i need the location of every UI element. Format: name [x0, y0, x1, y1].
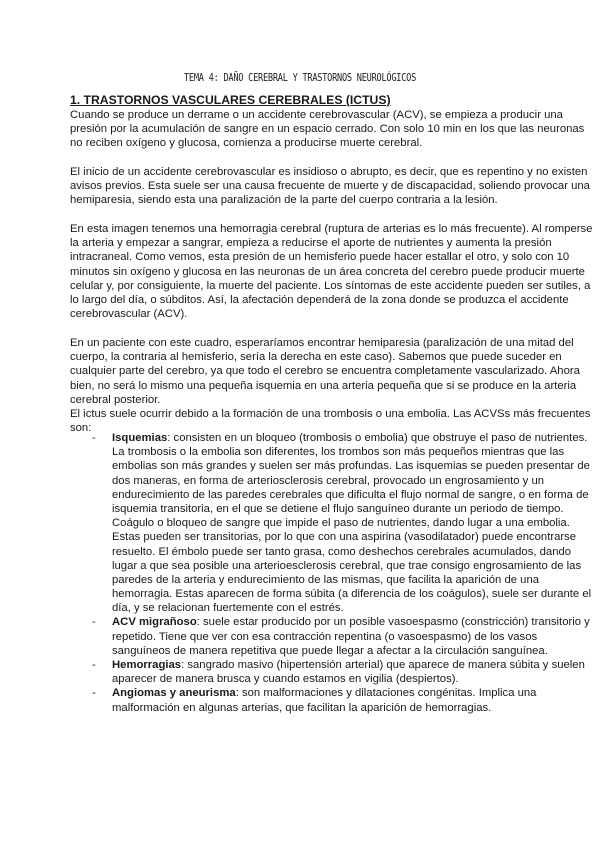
text-line: celular y, por consiguiente, la muerte del paciente. Los síntomas de este accidente pueden ser sutiles, a	[70, 279, 591, 292]
text-line: El inicio de un accidente cerebrovascular es insidioso o abrupto, es decir, que es repentino y no existen	[70, 166, 588, 178]
text-line	[112, 615, 591, 629]
text-line	[112, 658, 591, 672]
list-term: Isquemias	[112, 432, 168, 444]
text-line: paredes de la arteria y endurecimiento de las mismas, que facilita la aparición de una	[112, 573, 540, 586]
paragraph-hemiparesis	[70, 336, 580, 407]
text-line: cualquier parte del cerebro, ya que todo el cerebro se encuentra completamente vascularizado. Ahora	[70, 365, 580, 378]
text-line: intracraneal. Como vemos, esta presión de un hemisferio puede hacer estallar el otro, y solo con 10	[70, 251, 570, 264]
text-line: día, y se relacionan fuertemente con el estrés.	[112, 602, 344, 615]
list-item	[70, 658, 591, 686]
paragraph-hemorrhage-image	[70, 222, 592, 321]
list-item	[70, 686, 591, 714]
text-line: malformación en algunas arterias, que facilitan la aparición de hemorragias.	[112, 701, 492, 714]
text-line: isquemia transitoria, en el que se detiene el flujo sanguíneo durante un periodo de tiempo.	[112, 502, 564, 515]
text-line: son:	[70, 422, 92, 435]
text-line: dos maneras, en forma de arteriosclerosis cerebral, provocado un engrosamiento y un	[112, 474, 545, 487]
text-line: Cuando se produce un derrame o un accidente cerebrovascular (ACV), se empieza a producir una	[70, 109, 563, 121]
list-bullet-dash: -	[92, 432, 96, 444]
text-line: bien, no será lo mismo una pequeña isquemia en una arteria pequeña que si se produce en la arteria	[70, 379, 577, 392]
text-line: El ictus suele ocurrir debido a la formación de una trombosis o una embolia. Las ACVSs más frecuentes	[70, 408, 591, 420]
text-line: cerebrovascular (ACV).	[70, 308, 188, 321]
paragraph-intro	[70, 108, 584, 151]
text-line: hemiparesia, siendo esta una paralización de la parte del cuerpo contraria a la lesión.	[70, 194, 498, 207]
text-line: En esta imagen tenemos una hemorragia cerebral (ruptura de arterias es lo más frecuente). Al romperse	[70, 223, 593, 235]
list-text: : suele estar producido por un posible vasoespasmo (constricción) transitorio y	[196, 616, 590, 629]
text-line: lugar a que sea posible una arterioesclerosis cerebral, que trae consigo engrosamiento de las	[112, 559, 582, 572]
text-line: resuelto. El émbolo puede ser tanto grasa, como deshechos cerebrales acumulados, dando	[112, 545, 572, 558]
list-text: : son malformaciones y dilataciones congénitas. Implica una	[235, 687, 537, 700]
ictus-types-list	[70, 431, 591, 715]
list-text: : consisten en un bloqueo (trombosis o embolia) que obstruye el paso de nutrientes.	[167, 432, 588, 444]
list-bullet-dash: -	[92, 616, 96, 629]
text-line: En un paciente con este cuadro, esperaríamos encontrar hemiparesia (paralización de una mitad del	[70, 337, 574, 349]
text-line: no reciben oxígeno y glucosa, comienza a producirse muerte cerebral.	[70, 137, 423, 150]
text-line: embolias son más grandes y suelen ser más profundas. Las isquemias se pueden presentar de	[112, 460, 590, 473]
list-term: Hemorragias	[112, 659, 182, 671]
text-line: Coágulo o bloqueo de sangre que impide el paso de nutrientes, dando lugar a una embolia.	[112, 517, 570, 530]
text-line: lo largo del día, o súbditos. Así, la afectación dependerá de la zona donde se produzca el accidente	[70, 293, 569, 306]
text-line	[112, 431, 591, 445]
list-bullet-dash: -	[92, 659, 96, 671]
paragraph-onset	[70, 165, 590, 208]
text-line: endurecimiento de las paredes cerebrales que dificulta el flujo normal de sangre, o en forma de	[112, 488, 589, 501]
list-text: : sangrado masivo (hipertensión arterial) que aparece de manera súbita y suelen	[181, 659, 585, 671]
text-line: minutos sin oxígeno y glucosa en las neuronas de un área concreta del cerebro puede producir muerte	[70, 265, 585, 278]
list-bullet-dash: -	[92, 687, 96, 700]
text-line: cuerpo, la contraria al hemisferio, sería la derecha en este caso). Sabemos que puede suceder en	[70, 351, 562, 364]
text-line: sanguíneos de manera repetitiva que puede llegar a afectar a la circulación sanguínea.	[112, 644, 548, 657]
text-line: la arteria y empezar a sangrar, empieza a reducirse el aporte de nutrientes y aumenta la presión	[70, 237, 552, 250]
text-line: repetido. Tiene que ver con esa contracción repentina (o vasoespasmo) de los vasos	[112, 630, 538, 643]
list-term: Angiomas y aneurisma	[112, 687, 236, 700]
text-line: avisos previos. Esta suele ser una causa frecuente de muerte y de discapacidad, soliendo provocar una	[70, 180, 590, 193]
list-term: ACV migrañoso	[112, 616, 197, 629]
list-item	[70, 431, 591, 615]
section-heading: 1. TRASTORNOS VASCULARES CEREBRALES (ICTUS)	[70, 93, 391, 107]
text-line: cerebral posterior.	[70, 393, 161, 406]
text-line: La trombosis o la embolia son diferentes, los trombos son más pequeños mientras que las	[112, 446, 565, 459]
text-line	[112, 686, 591, 700]
text-line: Estas pueden ser transitorias, por lo que con una aspirina (vasodilatador) puede encontrarse	[112, 531, 577, 544]
text-line: aparecer de manera brusca y cuando estamos en vigilia (despiertos).	[112, 673, 459, 686]
text-line: presión por la acumulación de sangre en un espacio cerrado. Con solo 10 min en los que las neuronas	[70, 123, 585, 136]
text-line: hemorragia. Estas aparecen de forma súbita (a diferencia de los coágulos), suele ser durante el	[112, 588, 592, 601]
list-item	[70, 615, 591, 658]
document-title: TEMA 4: DAÑO CEREBRAL Y TRASTORNOS NEUROLÓGICOS	[183, 72, 417, 84]
